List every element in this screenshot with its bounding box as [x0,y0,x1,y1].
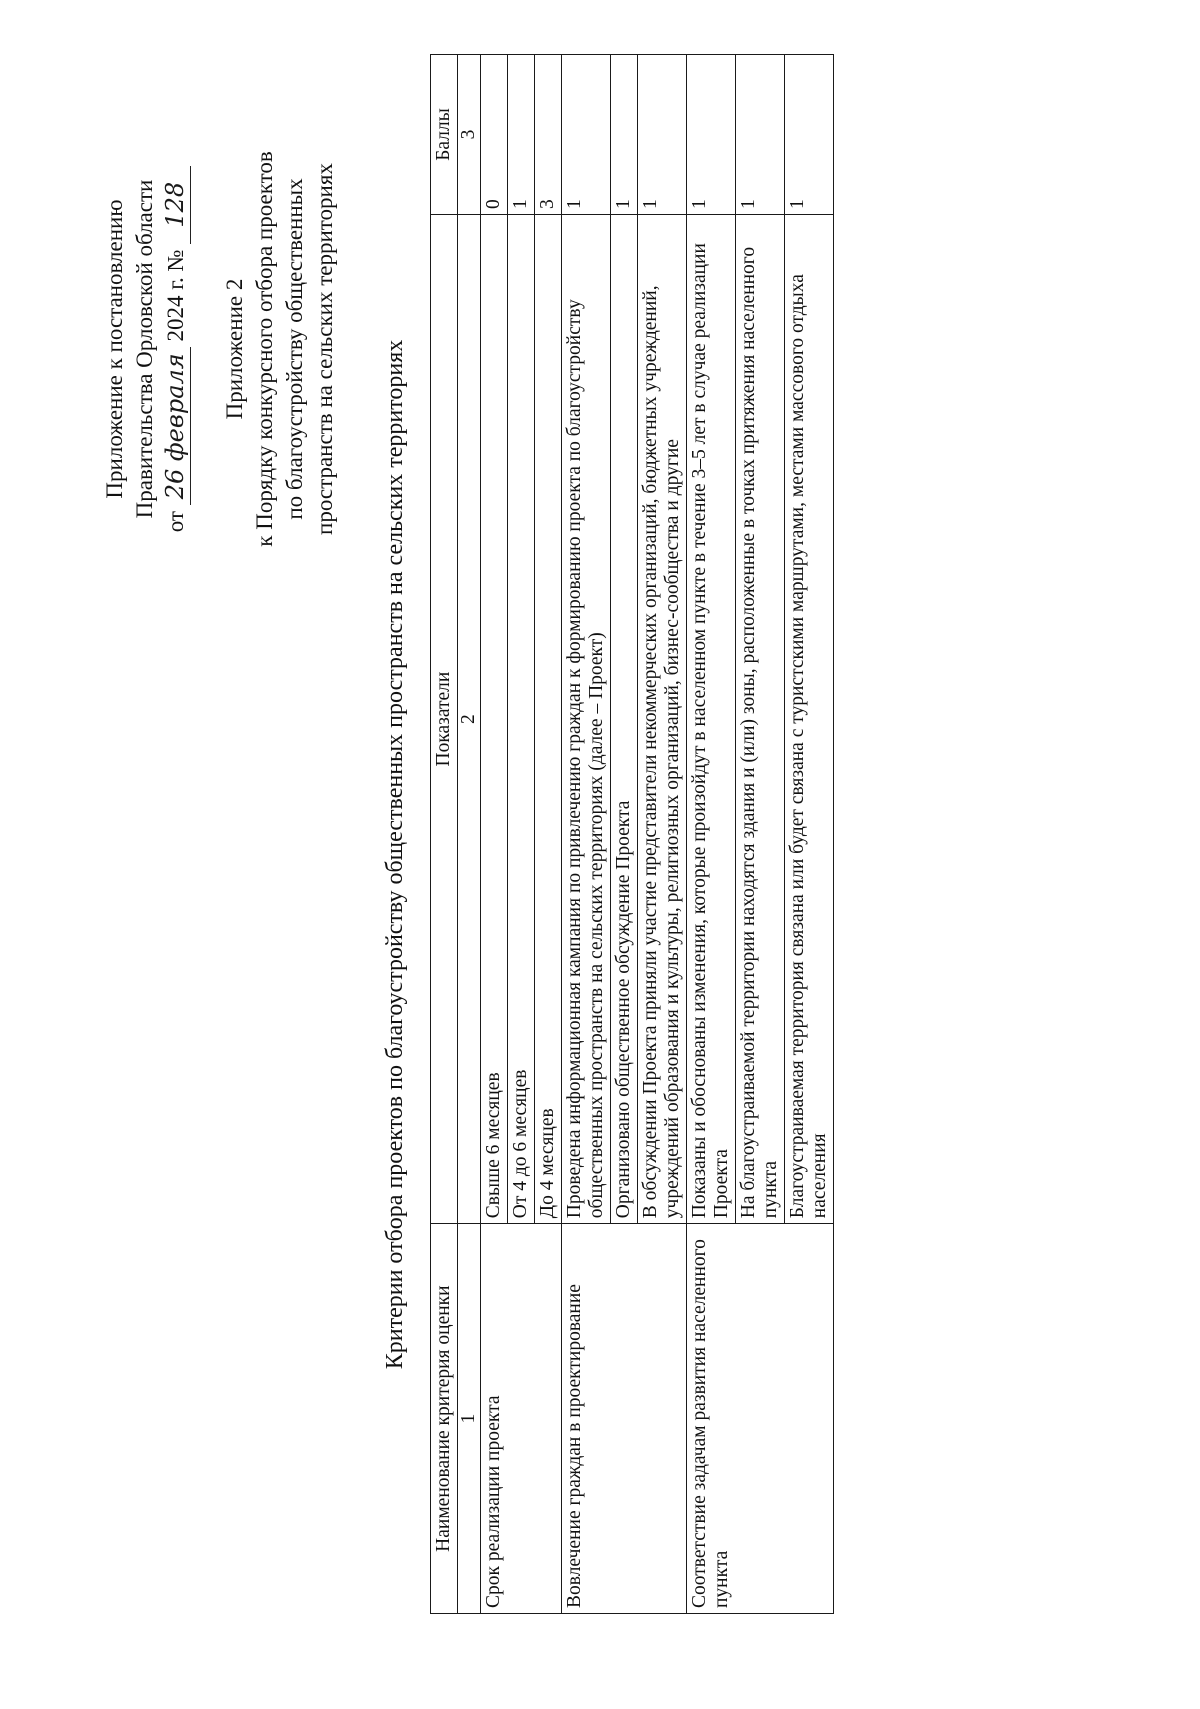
handwritten-number: 128 [160,166,191,244]
criterion-cell: Вовлечение граждан в проектирование [562,1224,687,1614]
indicator-cell: От 4 до 6 месяцев [508,214,535,1223]
appendix-line-3: по благоустройству общественных [282,178,307,520]
points-cell: 1 [638,55,687,215]
table-header-row [431,55,458,1614]
header-line-1: Приложение к постановлению [102,199,127,499]
indicator-cell: Благоустраиваемая территория связана или будет связана с туристскими маршрутами, местами массового отдыха населения [785,214,834,1223]
header-line-2: Правительства Орловской области [132,179,157,519]
points-cell: 0 [481,55,508,215]
document-title: Критерии отбора проектов по благоустройству общественных пространств на сельских территориях [382,339,408,1370]
handwritten-date: 26 февраля [160,347,191,505]
criteria-table [430,54,834,1614]
resolution-header [100,109,191,589]
points-cell: 1 [785,55,834,215]
header-criterion: Наименование критерия оценки [431,1224,458,1614]
date-prefix: от [163,511,188,533]
header-points: Баллы [431,55,458,215]
points-cell: 1 [508,55,535,215]
indicator-cell: Свыше 6 месяцев [481,214,508,1223]
table-row [481,55,508,1614]
table-row [687,55,736,1614]
indicator-cell: Проведена информационная кампания по привлечению граждан к формированию проекта по благоустройству общественных пространств на сельских территориях (далее – Проект) [562,214,611,1223]
indicator-cell: До 4 месяцев [535,214,562,1223]
indicator-cell: Показаны и обоснованы изменения, которые произойдут в населенном пункте в течение 3–5 лет в случае реализации Проекта [687,214,736,1223]
points-cell: 3 [535,55,562,215]
table-number-row [458,55,481,1614]
criterion-cell: Срок реализации проекта [481,1224,562,1614]
year-text: 2024 г. № [163,249,188,342]
indicator-cell: Организовано общественное обсуждение Проекта [611,214,638,1223]
header-date-line [160,109,191,589]
header-indicators: Показатели [431,214,458,1223]
points-cell: 1 [562,55,611,215]
appendix-line-2: к Порядку конкурсного отбора проектов [252,151,277,547]
column-number-2: 2 [458,214,481,1223]
indicator-cell: В обсуждении Проекта приняли участие представители некоммерческих организаций, бюджетных учреждений, учреждений образования и культуры, религиозных организаций, бизнес-сообщества и другие [638,214,687,1223]
criterion-cell: Соответствие задачам развития населенного пункта [687,1224,834,1614]
column-number-1: 1 [458,1224,481,1614]
appendix-line-1: Приложение 2 [222,278,247,420]
appendix-caption [220,109,340,589]
indicator-cell: На благоустраиваемой территории находятся здания и (или) зоны, расположенные в точках притяжения населенного пункта [736,214,785,1223]
points-cell: 1 [736,55,785,215]
column-number-3: 3 [458,55,481,215]
appendix-line-4: пространств на сельских территориях [312,163,337,535]
points-cell: 1 [611,55,638,215]
points-cell: 1 [687,55,736,215]
table-row [562,55,611,1614]
